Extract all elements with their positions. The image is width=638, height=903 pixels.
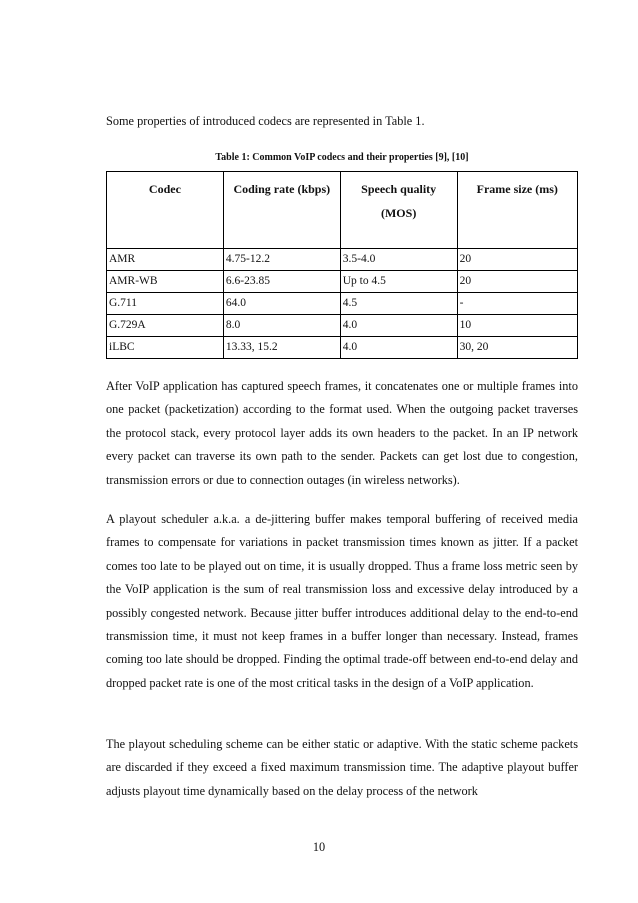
cell-speech-quality: 3.5-4.0 xyxy=(340,249,457,271)
table-caption: Table 1: Common VoIP codecs and their properties [9], [10] xyxy=(215,152,469,163)
cell-codec: AMR-WB xyxy=(107,271,224,293)
cell-frame-size: 20 xyxy=(457,249,577,271)
table-row xyxy=(107,271,578,293)
paragraph-playout-scheduler: A playout scheduler a.k.a. a de-jittering buffer makes temporal buffering of received media frames to compensate for variations in packet transmission times known as jitter. If a packet comes too late to be played out on time, it is usually dropped. Thus a frame loss metric seen by the VoIP application is the sum of real transmission loss and excessive delay introduced by a possibly congested network. Because jitter buffer introduces additional delay to the end-to-end transmission time, it must not keep frames in a buffer longer than necessary. Instead, frames coming too late should be dropped. Finding the optimal trade-off between end-to-end delay and dropped packet rate is one of the most critical tasks in the design of a VoIP application. xyxy=(106,512,578,690)
cell-speech-quality: 4.5 xyxy=(340,293,457,315)
paragraph-playout-scheme: The playout scheduling scheme can be either static or adaptive. With the static scheme packets are discarded if they exceed a fixed maximum transmission time. The adaptive playout buffer adjusts playout time dynamically based on the delay process of the network xyxy=(106,737,578,798)
table-row xyxy=(107,337,578,359)
table-row xyxy=(107,315,578,337)
table-row xyxy=(107,293,578,315)
cell-speech-quality: Up to 4.5 xyxy=(340,271,457,293)
cell-coding-rate: 13.33, 15.2 xyxy=(223,337,340,359)
page-number: 10 xyxy=(312,840,326,854)
cell-speech-quality: 4.0 xyxy=(340,315,457,337)
cell-codec: G.729A xyxy=(107,315,224,337)
codec-table xyxy=(106,171,578,359)
cell-speech-quality: 4.0 xyxy=(340,337,457,359)
cell-frame-size: 30, 20 xyxy=(457,337,577,359)
table-row xyxy=(107,249,578,271)
intro-text: Some properties of introduced codecs are represented in Table 1. xyxy=(106,114,425,128)
header-codec: Codec xyxy=(107,172,224,249)
cell-codec: iLBC xyxy=(107,337,224,359)
cell-coding-rate: 64.0 xyxy=(223,293,340,315)
header-frame-size: Frame size (ms) xyxy=(457,172,577,249)
header-speech-quality: Speech quality (MOS) xyxy=(340,172,457,249)
cell-frame-size: 20 xyxy=(457,271,577,293)
cell-codec: AMR xyxy=(107,249,224,271)
table-header-row xyxy=(107,172,578,249)
paragraph-packetization: After VoIP application has captured speech frames, it concatenates one or multiple frames into one packet (packetization) according to the format used. When the outgoing packet traverses the protocol stack, every protocol layer adds its own headers to the packet. In an IP network every packet can traverse its own path to the sender. Packets can get lost due to congestion, transmission errors or due to connection outages (in wireless networks). xyxy=(106,379,578,487)
header-coding-rate: Coding rate (kbps) xyxy=(223,172,340,249)
cell-frame-size: 10 xyxy=(457,315,577,337)
cell-codec: G.711 xyxy=(107,293,224,315)
cell-coding-rate: 4.75-12.2 xyxy=(223,249,340,271)
cell-coding-rate: 8.0 xyxy=(223,315,340,337)
cell-coding-rate: 6.6-23.85 xyxy=(223,271,340,293)
cell-frame-size: - xyxy=(457,293,577,315)
